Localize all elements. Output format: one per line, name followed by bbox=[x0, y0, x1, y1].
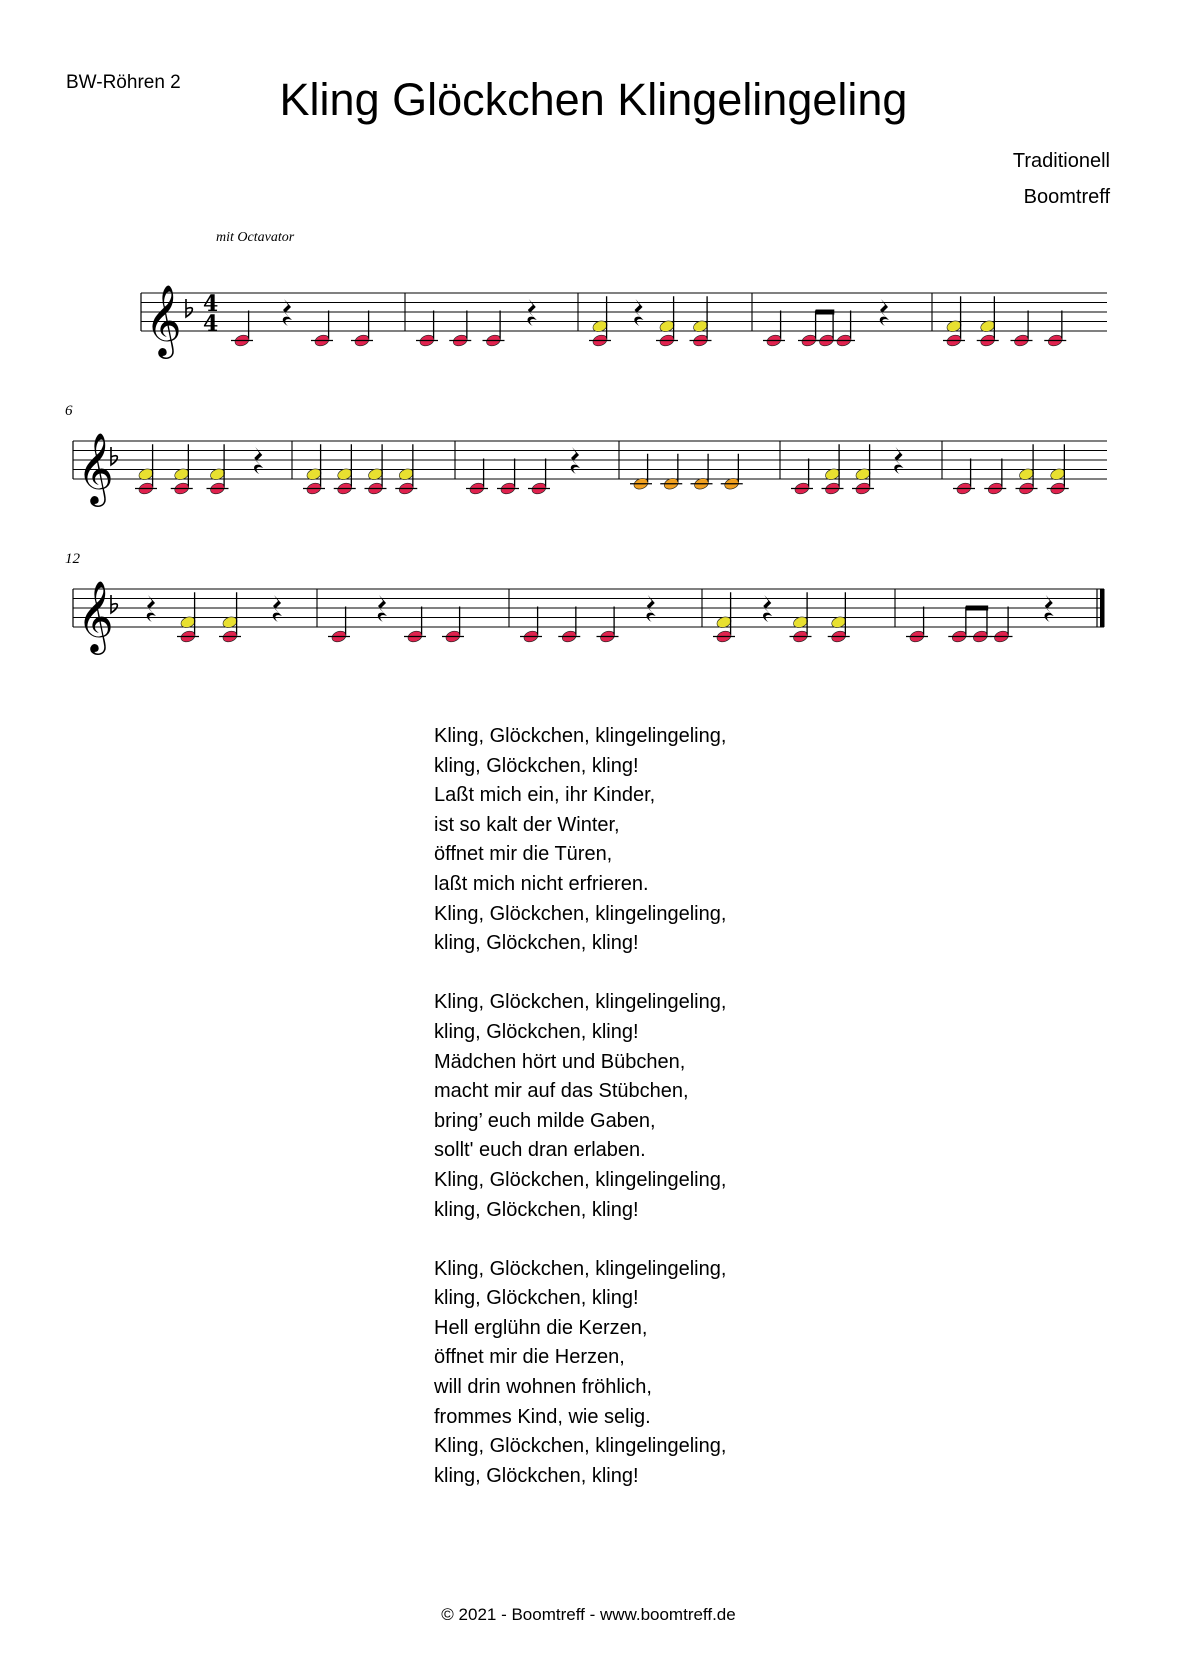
lyric-line: Kling, Glöckchen, klingelingeling, bbox=[434, 1257, 727, 1280]
treble-clef: 𝄞 bbox=[145, 283, 182, 356]
eighth-beam bbox=[816, 310, 835, 315]
corner-label: BW-Röhren 2 bbox=[66, 72, 181, 93]
stanza-2 bbox=[434, 988, 726, 1225]
lyric-line: kling, Glöckchen, kling! bbox=[434, 1464, 639, 1487]
stanza-3 bbox=[434, 1255, 726, 1492]
final-barline-thick bbox=[1100, 589, 1105, 627]
lyric-line: will drin wohnen fröhlich, bbox=[434, 1376, 652, 1399]
music-score bbox=[0, 0, 1177, 700]
lyric-line: frommes Kind, wie selig. bbox=[434, 1405, 651, 1428]
measure-number: 6 bbox=[65, 403, 73, 419]
lyric-line: kling, Glöckchen, kling! bbox=[434, 1020, 639, 1043]
lyric-line: kling, Glöckchen, kling! bbox=[434, 1287, 639, 1310]
lyric-line: ist so kalt der Winter, bbox=[434, 813, 620, 836]
lyric-line: öffnet mir die Türen, bbox=[434, 843, 613, 866]
lyric-line: kling, Glöckchen, kling! bbox=[434, 754, 639, 777]
lyric-line: Hell erglühn die Kerzen, bbox=[434, 1316, 648, 1339]
lyric-line: kling, Glöckchen, kling! bbox=[434, 1198, 639, 1221]
measure-number: 12 bbox=[65, 551, 80, 567]
lyric-line: Laßt mich ein, ihr Kinder, bbox=[434, 784, 656, 807]
arranger-line: Boomtreff bbox=[1023, 186, 1110, 208]
lyric-line: Kling, Glöckchen, klingelingeling, bbox=[434, 1168, 727, 1191]
flat-sign bbox=[186, 299, 192, 317]
eighth-beam bbox=[966, 606, 988, 611]
lyric-line: Kling, Glöckchen, klingelingeling, bbox=[434, 725, 727, 747]
lyric-line: öffnet mir die Herzen, bbox=[434, 1346, 625, 1369]
treble-clef: 𝄞 bbox=[77, 431, 114, 504]
lyric-line: sollt' euch dran erlaben. bbox=[434, 1139, 646, 1162]
footer-copyright: © 2021 - Boomtreff - www.boomtreff.de bbox=[441, 1605, 736, 1624]
lyric-line: Kling, Glöckchen, klingelingeling, bbox=[434, 902, 727, 925]
performance-instruction: mit Octavator bbox=[216, 230, 295, 245]
lyric-line: macht mir auf das Stübchen, bbox=[434, 1080, 689, 1103]
song-title: Kling Glöckchen Klingelingeling bbox=[279, 74, 908, 125]
lyric-line: bring’ euch milde Gaben, bbox=[434, 1109, 656, 1132]
lyric-line: laßt mich nicht erfrieren. bbox=[434, 872, 649, 895]
lyric-line: Kling, Glöckchen, klingelingeling, bbox=[434, 991, 727, 1014]
composer-line: Traditionell bbox=[1012, 150, 1110, 172]
lyric-line: kling, Glöckchen, kling! bbox=[434, 932, 639, 955]
stanza-1 bbox=[434, 722, 726, 959]
time-signature-top: 4 bbox=[203, 291, 219, 317]
treble-clef: 𝄞 bbox=[77, 579, 114, 652]
time-signature-bottom: 4 bbox=[203, 311, 219, 337]
lyric-line: Kling, Glöckchen, klingelingeling, bbox=[434, 1435, 727, 1458]
lyric-line: Mädchen hört und Bübchen, bbox=[434, 1050, 686, 1073]
lyrics bbox=[434, 722, 726, 1521]
